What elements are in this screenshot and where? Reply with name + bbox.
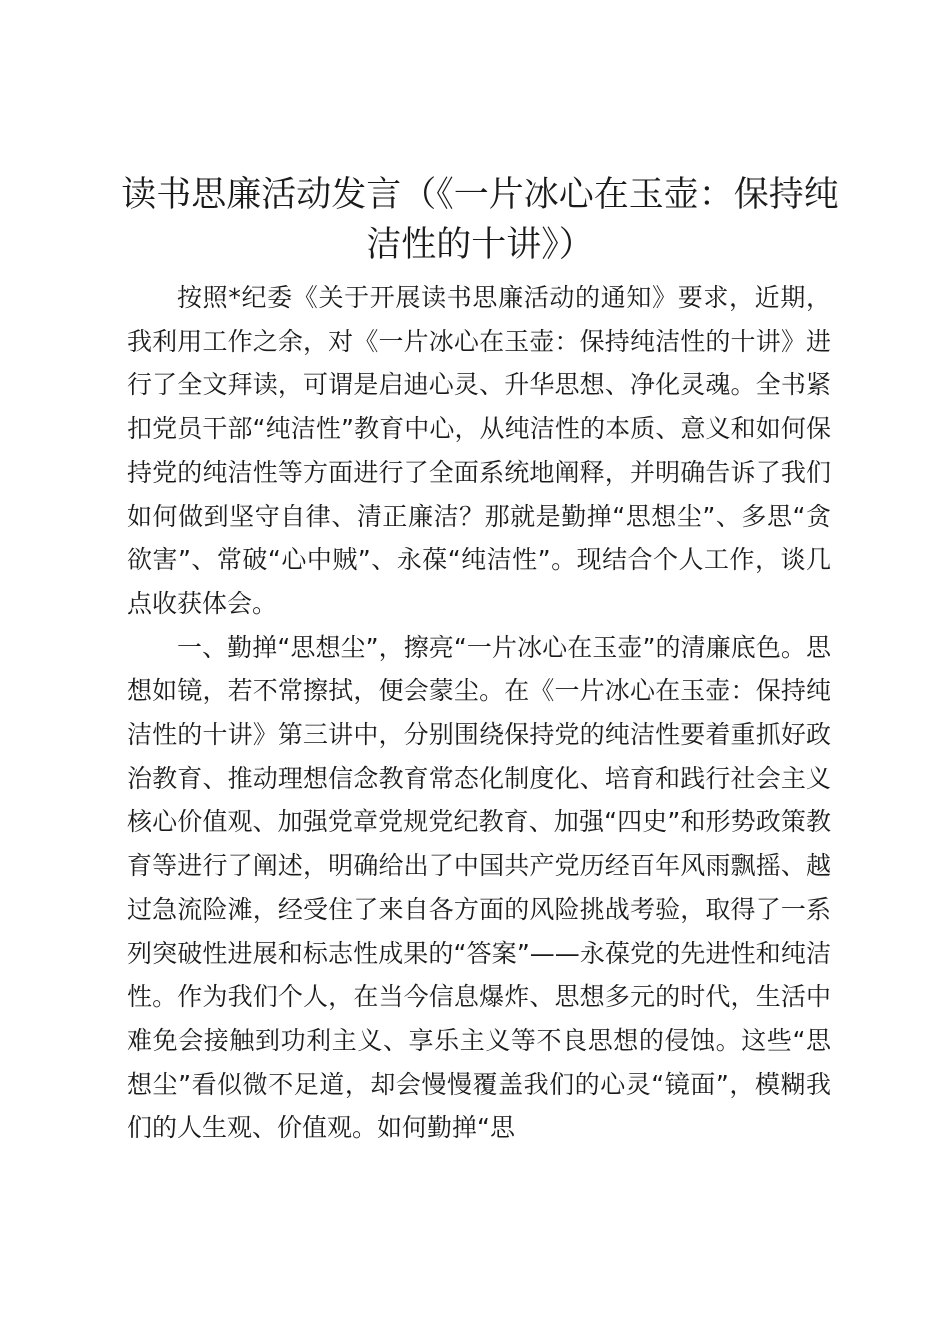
document-title: 读书思廉活动发言（《一片冰心在玉壶：保持纯洁性的十讲》） xyxy=(121,175,839,265)
paragraph-intro: 按照*纪委《关于开展读书思廉活动的通知》要求，近期，我利用工作之余，对《一片冰心在玉壶：保持纯洁性的十讲》进行了全文拜读，可谓是启迪心灵、升华思想、净化灵魂。全书紧扣党员干部“纯洁性”教育中心，从纯洁性的本质、意义和如何保持党的纯洁性等方面进行了全面系统地阐释，并明确告诉了我们如何做到坚守自律、清正廉洁？那就是勤掸“思想尘”、多思“贪欲害”、常破“心中贼”、永葆“纯洁性”。现结合个人工作，谈几点收获体会。 xyxy=(127,283,831,618)
document-body xyxy=(127,276,831,1150)
paragraph-section-one: 一、勤掸“思想尘”，擦亮“一片冰心在玉壶”的清廉底色。思想如镜，若不常擦拭，便会蒙尘。在《一片冰心在玉壶：保持纯洁性的十讲》第三讲中，分别围绕保持党的纯洁性要着重抓好政治教育、推动理想信念教育常态化制度化、培育和践行社会主义核心价值观、加强党章党规党纪教育、加强“四史”和形势政策教育等进行了阐述，明确给出了中国共产党历经百年风雨飘摇、越过急流险滩，经受住了来自各方面的风险挑战考验，取得了一系列突破性进展和标志性成果的“答案”——永葆党的先进性和纯洁性。作为我们个人，在当今信息爆炸、思想多元的时代，生活中难免会接触到功利主义、享乐主义等不良思想的侵蚀。这些“思想尘”看似微不足道，却会慢慢覆盖我们的心灵“镜面”，模糊我们的人生观、价值观。如何勤掸“思 xyxy=(127,632,831,1143)
